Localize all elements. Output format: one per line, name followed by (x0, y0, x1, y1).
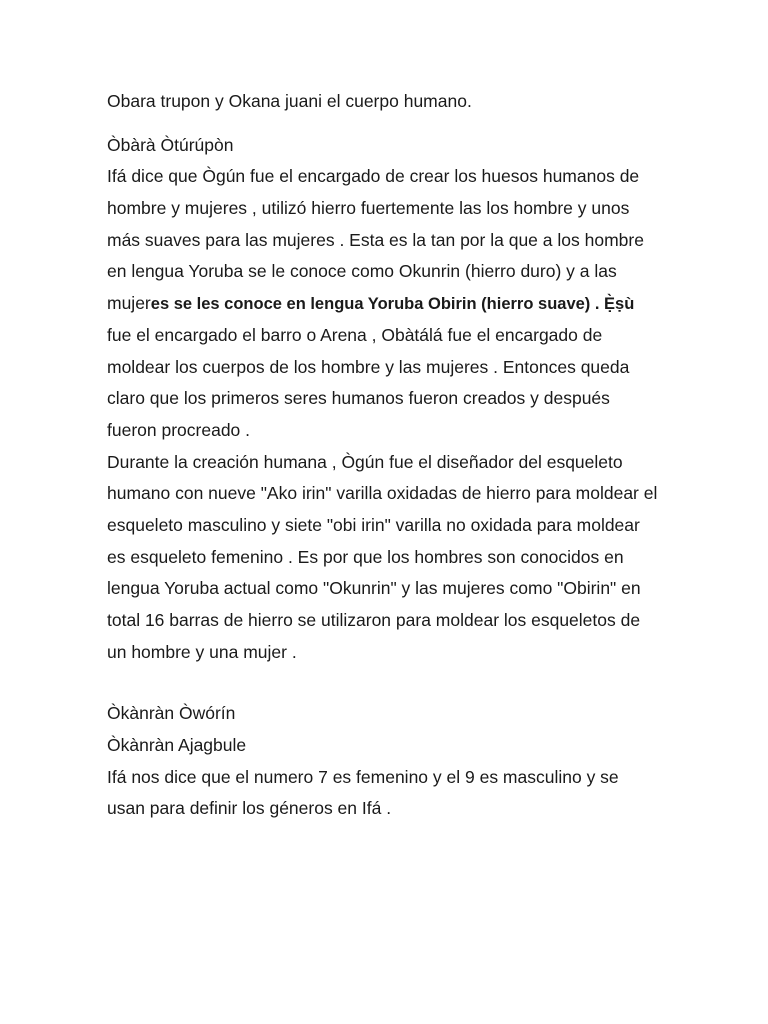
paragraph-line: claro que los primeros seres humanos fueron creados y después (107, 388, 610, 409)
paragraph-line-mixed (107, 288, 687, 320)
paragraph-line: es esqueleto femenino . Es por que los hombres son conocidos en (107, 546, 624, 567)
paragraph-line: total 16 barras de hierro se utilizaron para moldear los esqueletos de (107, 610, 641, 630)
section-heading-okanran-ajagbule: Òkànràn Ajagbule (107, 735, 247, 756)
paragraph-line: fue el encargado el barro o Arena , Obàtálá fue el encargado de (107, 324, 603, 345)
section-heading-okanran-oworin: Òkànràn Òwórín (107, 703, 236, 724)
paragraph-line: hombre y mujeres , utilizó hierro fuertemente las los hombre y unos (107, 198, 630, 219)
bold-text-segment: es se les conoce en lengua Yoruba Obirin (hierro suave) . Ẹ̀ṣù (150, 295, 635, 314)
paragraph-line: usan para definir los géneros en Ifá . (107, 798, 392, 819)
paragraph-line: humano con nueve "Ako irin" varilla oxidadas de hierro para moldear el (107, 483, 658, 504)
paragraph-line: Ifá nos dice que el numero 7 es femenino y el 9 es masculino y se (107, 766, 619, 787)
paragraph-line: un hombre y una mujer . (107, 641, 297, 662)
regular-text-segment: mujer (107, 293, 151, 314)
paragraph-line: fueron procreado . (107, 419, 251, 440)
section-heading-obara: Òbàrà Òtúrúpòn (107, 134, 234, 155)
paragraph-line: lengua Yoruba actual como "Okunrin" y las mujeres como "Obirin" en (107, 578, 641, 599)
spacer (107, 668, 687, 698)
paragraph-line: más suaves para las mujeres . Esta es la tan por la que a los hombre (107, 229, 644, 250)
paragraph-line: Durante la creación humana , Ògún fue el diseñador del esqueleto (107, 451, 623, 472)
paragraph-line: Ifá dice que Ògún fue el encargado de crear los huesos humanos de (107, 166, 640, 187)
paragraph-line: moldear los cuerpos de los hombre y las mujeres . Entonces queda (107, 356, 630, 377)
paragraph-line: en lengua Yoruba se le conoce como Okunrin (hierro duro) y a las (107, 261, 617, 282)
document-body (107, 86, 687, 825)
paragraph-line: esqueleto masculino y siete "obi irin" varilla no oxidada para moldear (107, 514, 640, 535)
document-title: Obara trupon y Okana juani el cuerpo humano. (107, 91, 472, 111)
spacer (107, 118, 687, 130)
